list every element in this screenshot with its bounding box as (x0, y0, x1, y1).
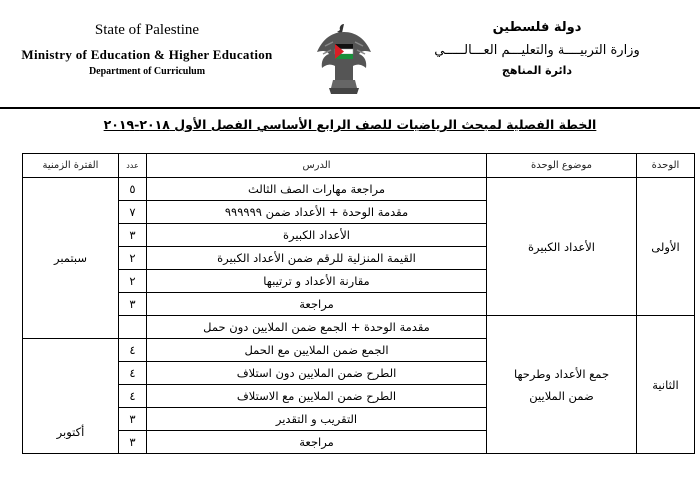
lesson-cell: مراجعة (147, 293, 487, 316)
count-cell: ٢ (119, 247, 147, 270)
period-cell: سبتمبر (23, 178, 119, 339)
table-row (23, 178, 695, 201)
lesson-cell: الأعداد الكبيرة (147, 224, 487, 247)
lesson-cell: التقريب و التقدير (147, 408, 487, 431)
topic-cell (487, 316, 637, 454)
lesson-cell: مقارنة الأعداد و ترتيبها (147, 270, 487, 293)
lesson-cell: مقدمة الوحدة + الجمع ضمن الملايين دون حمل (147, 316, 487, 339)
topic-cell: الأعداد الكبيرة (487, 178, 637, 316)
lesson-cell: مراجعة (147, 431, 487, 454)
department-name-en: Department of Curriculum (88, 66, 206, 77)
count-cell: ٤ (119, 362, 147, 385)
count-cell: ٢ (119, 270, 147, 293)
count-cell: ٣ (119, 408, 147, 431)
header-unit: الوحدة (637, 154, 695, 178)
count-cell: ٤ (119, 339, 147, 362)
department-name-ar: دائرة المناهج (501, 64, 573, 77)
topic-line: ضمن الملايين (529, 388, 594, 403)
header-period: الفترة الزمنية (23, 154, 119, 178)
lesson-cell: الطرح ضمن الملايين مع الاستلاف (147, 385, 487, 408)
table-header-row (23, 154, 695, 178)
lesson-cell: القيمة المنزلية للرقم ضمن الأعداد الكبيرة (147, 247, 487, 270)
ministry-name-en: Ministry of Education & Higher Education (21, 47, 273, 62)
unit-cell: الثانية (637, 316, 695, 454)
count-cell: ٣ (119, 224, 147, 247)
lesson-cell: مقدمة الوحدة + الأعداد ضمن ٩٩٩٩٩٩ (147, 201, 487, 224)
lesson-cell: الجمع ضمن الملايين مع الحمل (147, 339, 487, 362)
palestine-eagle-emblem-icon (313, 18, 375, 98)
count-cell: ٤ (119, 385, 147, 408)
state-name-ar: دولة فلسطين (492, 20, 582, 35)
header-topic: موضوع الوحدة (487, 154, 637, 178)
plan-title: الخطة الفصلية لمبحث الرياضيات للصف الرابع الأساسي الفصل الأول ٢٠١٨-٢٠١٩ (103, 117, 597, 132)
count-cell: ٣ (119, 293, 147, 316)
english-header (12, 22, 282, 77)
header-count: عدد (119, 154, 147, 178)
state-name-en: State of Palestine (94, 22, 200, 38)
table-row (23, 316, 695, 339)
unit-cell: الأولى (637, 178, 695, 316)
semester-plan-table (22, 153, 695, 454)
lesson-cell: الطرح ضمن الملايين دون استلاف (147, 362, 487, 385)
count-cell: ٥ (119, 178, 147, 201)
topic-line: جمع الأعداد وطرحها (513, 366, 610, 381)
ministry-name-ar: وزارة التربيــــة والتعليـــم العـــالـــــي (434, 43, 640, 58)
arabic-header (402, 20, 672, 77)
count-cell: ٣ (119, 431, 147, 454)
count-cell: ٧ (119, 201, 147, 224)
header-divider (0, 107, 700, 109)
lesson-cell: مراجعة مهارات الصف الثالث (147, 178, 487, 201)
period-cell: أكتوبر (23, 339, 119, 454)
header-lesson: الدرس (147, 154, 487, 178)
count-cell (119, 316, 147, 339)
